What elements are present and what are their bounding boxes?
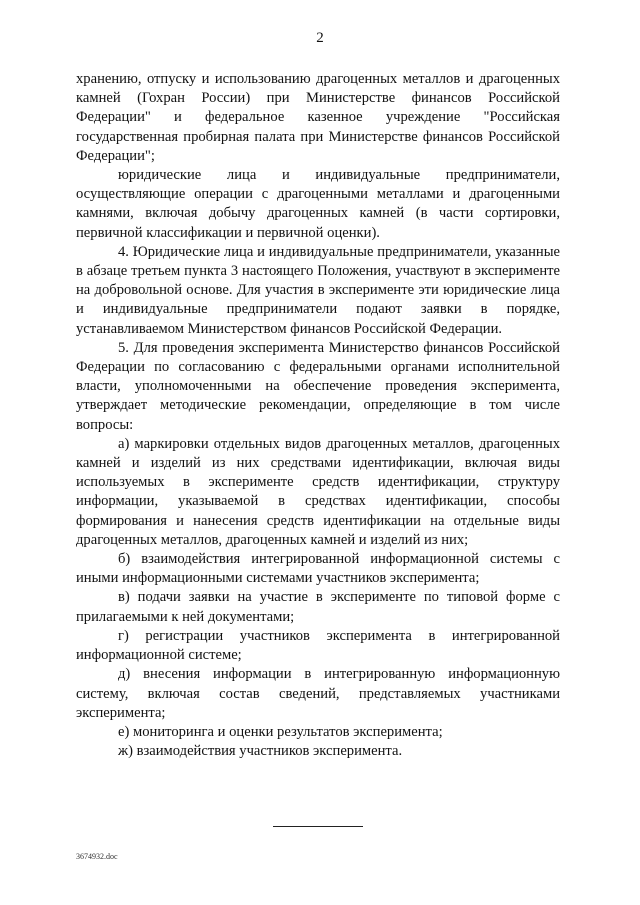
paragraph: е) мониторинга и оценки результатов эксперимента; <box>118 723 443 740</box>
paragraph: б) взаимодействия интегрированной информационной системы с иными информационными системами участников эксперимента; <box>76 551 560 587</box>
document-body <box>76 70 560 761</box>
paragraph: 4. Юридические лица и индивидуальные предприниматели, указанные в абзаце третьем пункта 3 настоящего Положения, участвуют в эксперименте на добровольной основе. Для участия в эксперименте эти юридические лица и индивидуальные предприниматели подают заявки в порядке, устанавливаемом Министерством финансов Российской Федерации. <box>76 243 560 337</box>
paragraph: хранению, отпуску и использованию драгоценных металлов и драгоценных камней (Гохран России) при Министерстве финансов Российской Федерации" и федеральное казенное учреждение "Российская государственная пробирная палата при Министерстве финансов Российской Федерации"; <box>76 71 560 164</box>
paragraph: юридические лица и индивидуальные предприниматели, осуществляющие операции с драгоценными металлами и драгоценными камнями, включая добычу драгоценных камней (в части сортировки, первичной классификации и первичной оценки). <box>76 167 560 241</box>
paragraph: д) внесения информации в интегрированную информационную систему, включая состав сведений, представляемых участниками эксперимента; <box>76 666 560 721</box>
paragraph: г) регистрации участников эксперимента в интегрированной информационной системе; <box>76 627 560 664</box>
paragraph: ж) взаимодействия участников эксперимента. <box>118 743 403 760</box>
paragraph: в) подачи заявки на участие в эксперименте по типовой форме с прилагаемыми к ней документами; <box>76 589 560 625</box>
paragraph: а) маркировки отдельных видов драгоценных металлов, драгоценных камней и изделий из них средствами идентификации, включая виды используемых в эксперименте средств идентификации, структуру информации, указываемой в средствах идентификации, способы формирования и нанесения средств идентификации на отдельные виды драгоценных металлов, драгоценных камней и изделий из них; <box>76 435 560 548</box>
end-separator-line <box>273 826 363 827</box>
document-file-id: 3674932.doc <box>76 852 118 861</box>
page-number: 2 <box>316 30 324 46</box>
paragraph: 5. Для проведения эксперимента Министерство финансов Российской Федерации по согласованию с федеральными органами исполнительной власти, уполномоченными на обеспечение проведения эксперимента, утверждает методические рекомендации, определяющие в том числе вопросы: <box>76 339 560 433</box>
